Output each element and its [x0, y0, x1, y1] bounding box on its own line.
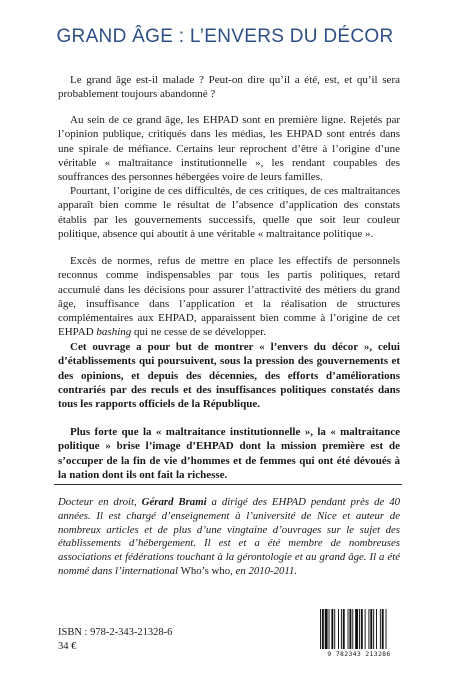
barcode-bars-icon [316, 609, 402, 651]
barcode-bar [320, 609, 321, 649]
barcode-bar [352, 609, 353, 649]
isbn-text: ISBN : 978-2-343-21328-6 [58, 627, 173, 638]
barcode-bar [370, 609, 372, 649]
barcode-bar [380, 609, 381, 649]
paragraph-causes-end: qui ne cesse de se développer. [131, 326, 266, 339]
barcode-bar [361, 609, 363, 649]
barcode-bar [376, 609, 377, 649]
barcode-bar [341, 609, 342, 649]
barcode-bar [325, 609, 328, 649]
paragraph-intro: Le grand âge est-il malade ? Peut-on dire qu’il a été, est, et qu’il sera probablement toujours abandonné ? [58, 74, 400, 101]
barcode-bar [382, 609, 384, 649]
bio-international: international [121, 564, 181, 577]
paragraph-conclusion: Plus forte que la « maltraitance institutionnelle », la « maltraitance politique » brise l’image d’EHPAD dont la mission première est de s’occuper de la fin de vie d’hommes et de femmes qui ont été dévoués à la nation dont ils ont fait la richesse. [58, 426, 400, 481]
barcode-bar [322, 609, 324, 649]
barcode-bar [373, 609, 374, 649]
barcode [316, 609, 402, 665]
barcode-bar [343, 609, 345, 649]
isbn-block [58, 626, 172, 654]
barcode-bar [329, 609, 330, 649]
barcode-bar [355, 609, 358, 649]
barcode-bar [348, 609, 349, 649]
paragraph-causes [58, 254, 400, 340]
bio-text: a dirigé des EHPAD pendant près de 40 années. Il est chargé d’enseignement à l’université de Nice et auteur de nombreux articles et de plus d’une vingtaine d’ouvrages sur le sujet des établissements d’hébergement. Il est et a été membre de nombreuses associations et fédérations touchant à la gérontologie et au grand âge. Il a été nommé dans l’ [58, 496, 400, 577]
barcode-bar [368, 609, 369, 649]
barcode-bar [359, 609, 360, 649]
bashing-term: bashing [96, 326, 132, 339]
barcode-bar [386, 609, 387, 649]
price-text: 34 € [58, 641, 77, 652]
author-name: Gérard Brami [141, 496, 207, 508]
whos-who-title: Who’s who [180, 564, 231, 577]
barcode-bar [331, 609, 333, 649]
book-title: GRAND ÂGE : L’ENVERS DU DÉCOR [56, 26, 394, 47]
paragraph-purpose: Cet ouvrage a pour but de montrer « l’envers du décor », celui d’établissements qui poursuivent, sous la pression des gouvernements et des opinions, et depuis des décennies, des efforts d’améliorations contrariés par des reculs et des insuffisances politiques constatés dans tous les rapports officiels de la République. [58, 341, 400, 411]
author-bio [58, 496, 400, 579]
paragraph-causes-text: Excès de normes, refus de mettre en place les effectifs de personnels reconnus comme indispensables par tous les partis politiques, retard accumulé dans les décisions pour assurer l’attractivité des métiers du grand âge, insuffisance dans l’application et la réalisation de structures complémentaires aux EHPAD, apparaissent bien comme à l’origine de cet EHPAD [58, 255, 400, 339]
barcode-bar [365, 609, 366, 649]
paragraph-origin: Pourtant, l’origine de ces difficultés, de ces critiques, de ces maltraitances apparaît bien comme le résultat de l’absence d’application des constats établis par les gouvernements successifs, quelle que soit leur couleur politique, absence qui aboutit à une véritable « maltraitance politique ». [58, 185, 400, 240]
divider-line [54, 484, 402, 485]
bio-end: , en 2010-2011. [230, 564, 298, 577]
barcode-bar [338, 609, 339, 649]
barcode-bar [349, 609, 351, 649]
barcode-bar [334, 609, 335, 649]
bio-intro: Docteur en droit, [58, 496, 142, 508]
barcode-number: 9 782343 213286 [327, 650, 391, 658]
paragraph-ehpad: Au sein de ce grand âge, les EHPAD sont en première ligne. Rejetés par l’opinion publique, critiqués dans les médias, les EHPAD sont entrés dans une spirale de méfiance. Certains leur reprochent d’être à l’origine d’une véritable « maltraitance institutionnelle », les rendant coupables des souffrances des personnes hébergées voire de leurs familles. [58, 114, 400, 184]
